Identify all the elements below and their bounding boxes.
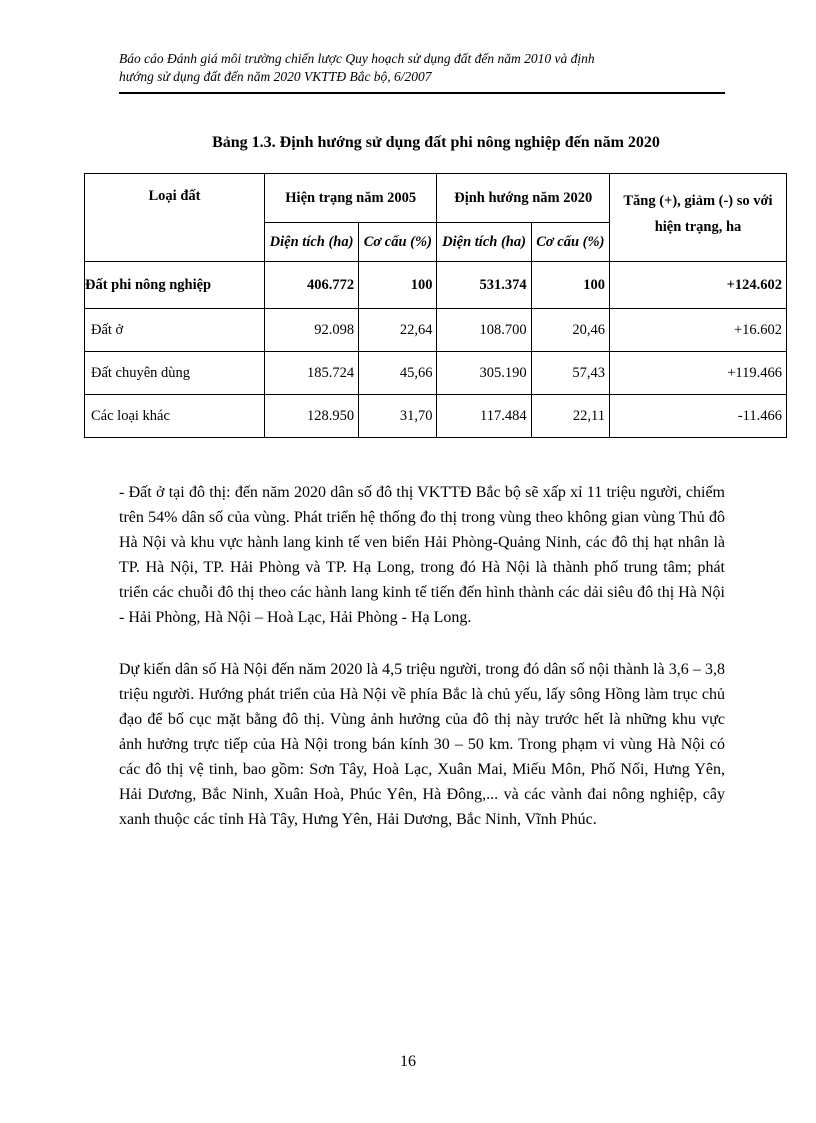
- table-row: [85, 262, 787, 309]
- cell-area-2005: 128.950: [265, 395, 359, 438]
- cell-area-2020: 305.190: [437, 352, 531, 395]
- header-divider: [119, 92, 725, 94]
- column-header-land-type: [85, 174, 265, 262]
- cell-area-2020: 117.484: [437, 395, 531, 438]
- cell-change: +124.602: [610, 262, 787, 309]
- cell-land-type: Các loại khác: [85, 395, 265, 438]
- cell-land-type: Đất chuyên dùng: [85, 352, 265, 395]
- subheader-area-2020: Diện tích (ha): [437, 223, 531, 262]
- cell-area-2005: 406.772: [265, 262, 359, 309]
- cell-land-type: Đất ở: [85, 309, 265, 352]
- cell-area-2020: 531.374: [437, 262, 531, 309]
- cell-area-2005: 92.098: [265, 309, 359, 352]
- running-header-line-1: Báo cáo Đánh giá môi trường chiến lược Quy hoạch sử dụng đất đến năm 2010 và định: [119, 51, 595, 66]
- running-header: [119, 50, 725, 86]
- cell-share-2005: 45,66: [359, 352, 437, 395]
- column-header-2005: Hiện trạng năm 2005: [265, 174, 437, 223]
- cell-share-2005: 100: [359, 262, 437, 309]
- land-use-table: [84, 173, 787, 438]
- cell-change: +119.466: [610, 352, 787, 395]
- cell-share-2005: 22,64: [359, 309, 437, 352]
- running-header-line-2: hướng sử dụng đất đến năm 2020 VKTTĐ Bắc bộ, 6/2007: [119, 69, 432, 84]
- table-row: [85, 395, 787, 438]
- column-header-change: Tăng (+), giảm (-) so với hiện trạng, ha: [610, 174, 787, 262]
- column-header-land-type-label: Loại đất: [148, 188, 201, 204]
- subheader-area-2005: Diện tích (ha): [265, 223, 359, 262]
- cell-share-2020: 22,11: [531, 395, 609, 438]
- cell-share-2020: 100: [531, 262, 609, 309]
- cell-land-type: Đất phi nông nghiệp: [85, 262, 265, 309]
- page-number: 16: [400, 1053, 416, 1070]
- column-header-2020: Định hướng năm 2020: [437, 174, 610, 223]
- cell-area-2020: 108.700: [437, 309, 531, 352]
- subheader-share-2020: Cơ cấu (%): [531, 223, 609, 262]
- cell-share-2020: 20,46: [531, 309, 609, 352]
- table-row: [85, 352, 787, 395]
- table-caption: Bảng 1.3. Định hướng sử dụng đất phi nông nghiệp đến năm 2020: [212, 134, 660, 151]
- cell-share-2005: 31,70: [359, 395, 437, 438]
- paragraph-urban-land: - Đất ở tại đô thị: đến năm 2020 dân số đô thị VKTTĐ Bắc bộ sẽ xấp xỉ 11 triệu người, chiếm trên 54% dân số của vùng. Phát triển hệ thống đo thị trong vùng theo không gian vùng Thủ đô Hà Nội và khu vực hành lang kinh tế ven biển Hải Phòng-Quảng Ninh, các đô thị hạt nhân là TP. Hà Nội, TP. Hải Phòng và TP. Hạ Long, trong đó Hà Nội là thành phố trung tâm; phát triển các chuỗi đô thị theo các hành lang kinh tế tiến đến hình thành các dải siêu đô thị Hà Nội - Hải Phòng, Hà Nội – Hoà Lạc, Hải Phòng - Hạ Long.: [119, 484, 725, 626]
- cell-share-2020: 57,43: [531, 352, 609, 395]
- table-row: [85, 309, 787, 352]
- cell-area-2005: 185.724: [265, 352, 359, 395]
- cell-change: -11.466: [610, 395, 787, 438]
- cell-change: +16.602: [610, 309, 787, 352]
- paragraph-hanoi-population: Dự kiến dân số Hà Nội đến năm 2020 là 4,5 triệu người, trong đó dân số nội thành là 3,6 – 3,8 triệu người. Hướng phát triển của Hà Nội về phía Bắc là chủ yếu, lấy sông Hồng làm trục chủ đạo để bố cục mặt bằng đô thị. Vùng ảnh hưởng của đô thị này trước hết là những khu vực ảnh hưởng trực tiếp của Hà Nội trong bán kính 30 – 50 km. Trong phạm vi vùng Hà Nội có các đô thị vệ tinh, bao gồm: Sơn Tây, Hoà Lạc, Xuân Mai, Miếu Môn, Phố Nối, Hưng Yên, Hải Dương, Bắc Ninh, Xuân Hoà, Phúc Yên, Hà Đông,... và các vành đai nông nghiệp, cây xanh thuộc các tỉnh Hà Tây, Hưng Yên, Hải Dương, Bắc Ninh, Vĩnh Phúc.: [119, 661, 725, 828]
- subheader-share-2005: Cơ cấu (%): [359, 223, 437, 262]
